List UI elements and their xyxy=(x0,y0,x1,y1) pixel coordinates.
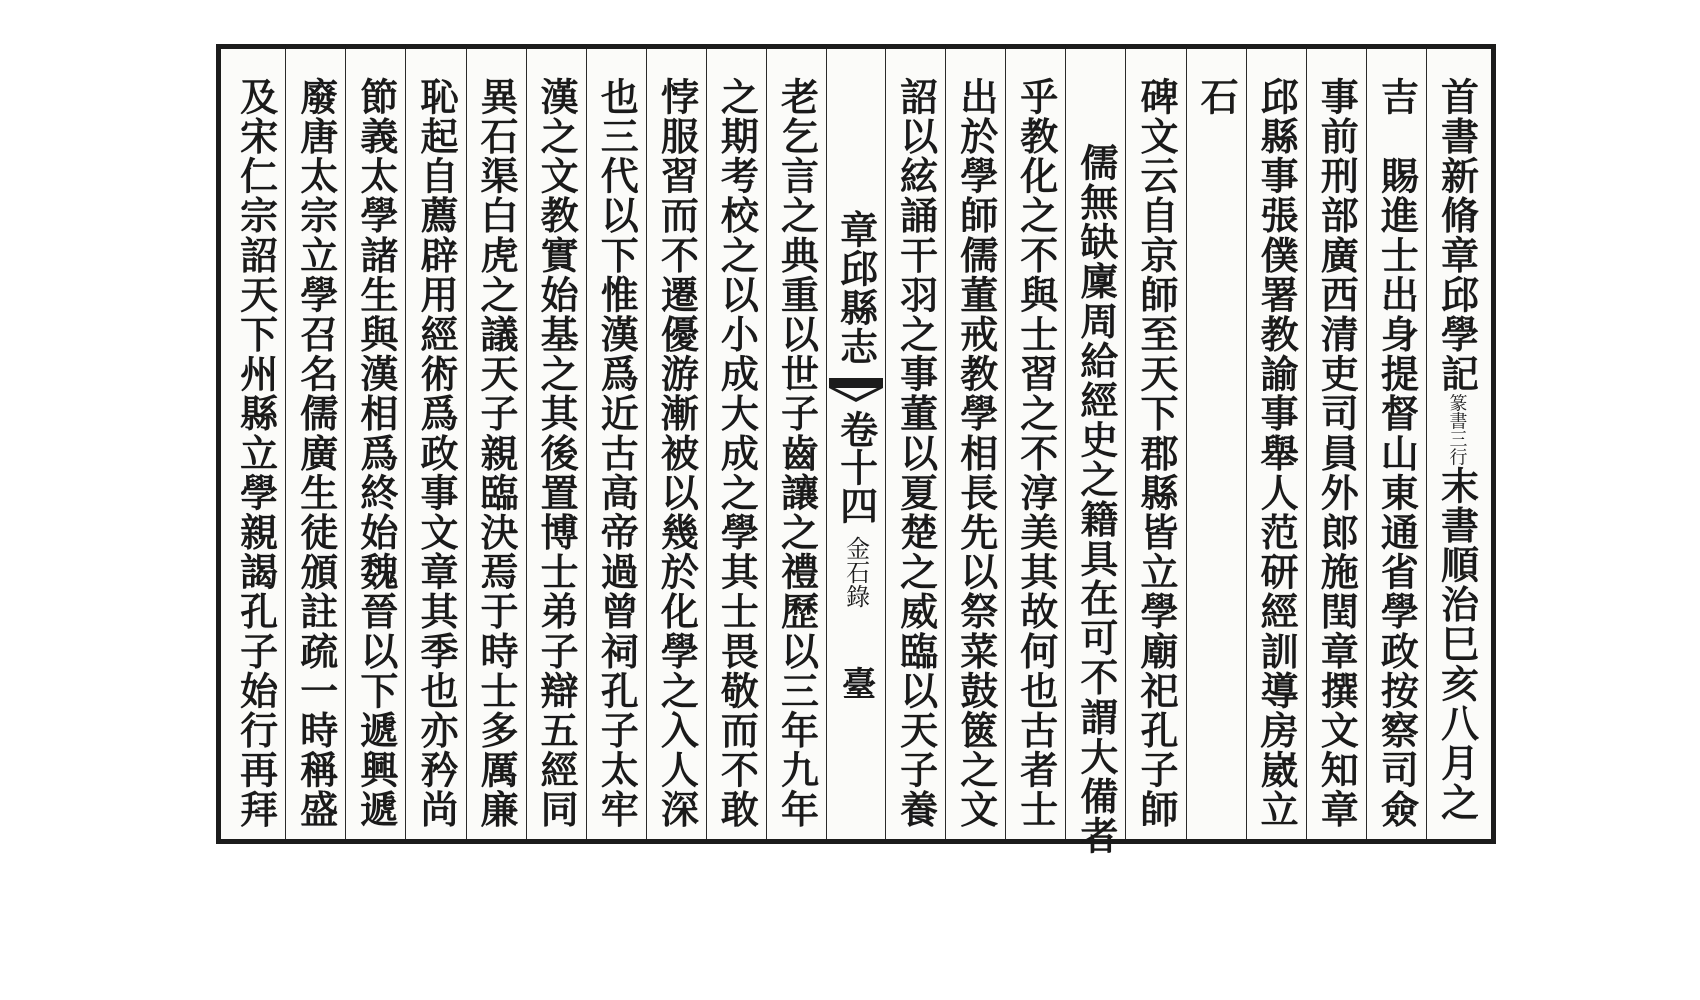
woodblock-page xyxy=(216,44,1496,856)
text-column xyxy=(1246,49,1306,839)
column-text: 及宋仁宗詔天下州縣立學親謁孔子始行再拜 xyxy=(233,77,279,830)
column-text: 出於學師儒董戒教學相長先以祭菜鼓篋之文 xyxy=(953,77,999,830)
inline-note: 篆書三行 xyxy=(1446,393,1468,466)
column-text: 之期考校之以小成大成之學其士畏敬而不敢 xyxy=(714,77,760,830)
column-text: 首書新脩章邱學記篆書三行末書順治巳亥八月之 xyxy=(1434,77,1480,823)
column-text: 吉 賜進士出身提督山東通省學政按察司僉 xyxy=(1374,77,1420,830)
column-text: 石 xyxy=(1194,77,1240,117)
text-column xyxy=(405,49,465,839)
text-column xyxy=(1426,49,1486,839)
text-column xyxy=(706,49,766,839)
text-column xyxy=(526,49,586,839)
column-text: 詔以絃誦干羽之事董以夏楚之威臨以天子養 xyxy=(893,77,939,830)
text-columns xyxy=(226,49,1486,856)
text-column xyxy=(1125,49,1185,839)
text-column xyxy=(1186,49,1246,839)
column-text: 悖服習而不遷優游漸被以幾於化學之入人深 xyxy=(654,77,700,830)
column-text: 邱縣事張僕署教諭事舉人范研經訓導房崴立 xyxy=(1254,77,1300,830)
column-text: 碑文云自京師至天下郡縣皆立學廟祀孔子師 xyxy=(1133,77,1179,830)
center-fold xyxy=(826,49,885,839)
column-text: 漢之文教實始基之其後置博士弟子辯五經同 xyxy=(534,77,580,830)
column-text: 異石渠白虎之議天子親臨決焉于時士多厲廉 xyxy=(474,77,520,830)
column-text: 恥起自薦辟用經術爲政事文章其季也亦矜尚 xyxy=(413,77,459,830)
page-number: 臺 xyxy=(835,666,876,700)
text-column xyxy=(1005,49,1065,839)
text-column xyxy=(285,49,345,839)
text-column xyxy=(345,49,405,839)
column-text: 儒無缺廩周給經史之籍具在可不謂大備者 xyxy=(1073,143,1119,856)
juan-number: 卷十四 xyxy=(833,410,879,524)
fishtail-icon xyxy=(827,376,885,404)
column-text: 老乞言之典重以世子齒讓之禮歷以三年九年 xyxy=(774,77,820,830)
text-column xyxy=(766,49,826,839)
text-column xyxy=(466,49,526,839)
column-text: 乎教化之不與士習之不淳美其故何也古者士 xyxy=(1013,77,1059,830)
text-column xyxy=(1366,49,1426,839)
text-column xyxy=(226,49,285,839)
book-title: 章邱縣志 xyxy=(833,210,879,366)
text-column xyxy=(1065,49,1125,856)
text-column xyxy=(586,49,646,839)
column-text: 也三代以下惟漢爲近古高帝過曾祠孔子太牢 xyxy=(594,77,640,830)
text-column xyxy=(945,49,1005,839)
column-text: 節義太學諸生與漢相爲終始魏晉以下遞興遞 xyxy=(353,77,399,830)
section-name: 金石錄 xyxy=(841,536,870,608)
column-text: 廢唐太宗立學召名儒廣生徒頒註疏一時稱盛 xyxy=(293,77,339,830)
text-column xyxy=(646,49,706,839)
text-column xyxy=(885,49,945,839)
text-column xyxy=(1306,49,1366,839)
column-text: 事前刑部廣西清吏司員外郎施閏章撰文知章 xyxy=(1314,77,1360,830)
